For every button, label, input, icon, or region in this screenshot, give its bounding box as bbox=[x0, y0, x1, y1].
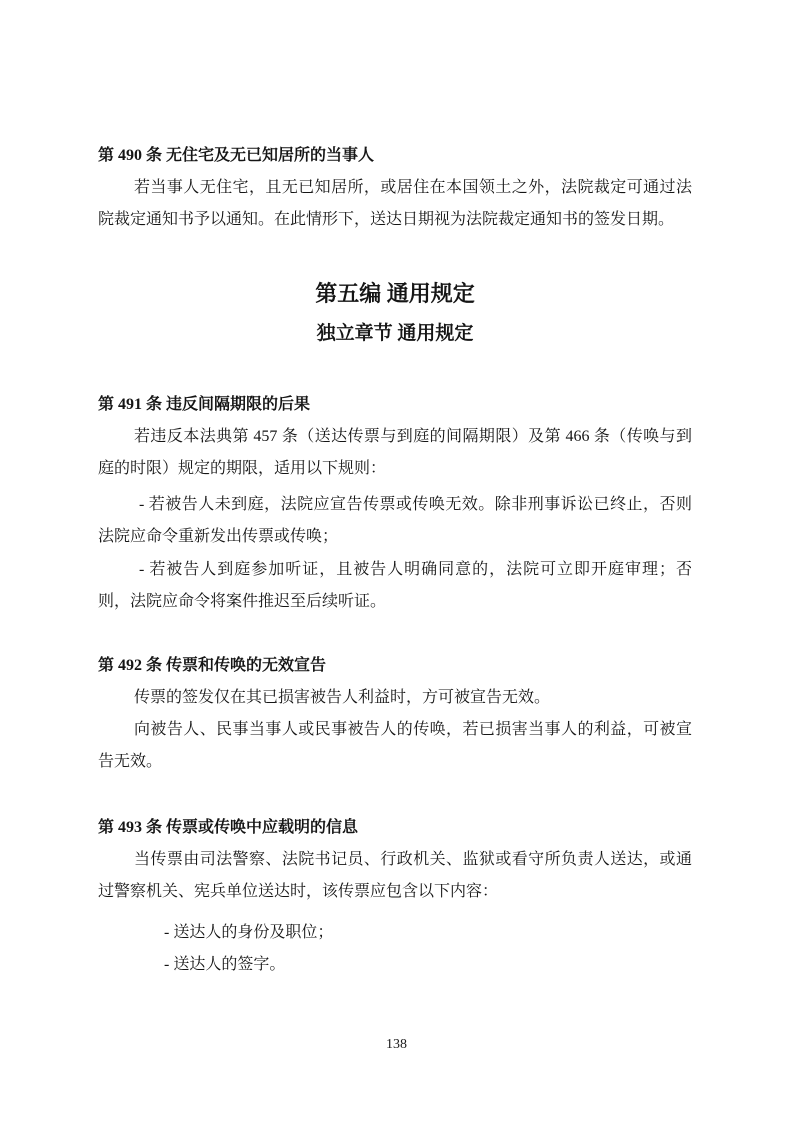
article-491-bullet-2: - 若被告人到庭参加听证，且被告人明确同意的，法院可立即开庭审理；否则，法院应命令将案件推迟至后续听证。 bbox=[98, 561, 692, 610]
chapter-heading: 独立章节 通用规定 bbox=[316, 323, 474, 344]
article-491-heading: 第 491 条 违反间隔期限的后果 bbox=[98, 396, 311, 413]
article-491-bullet-1: - 若被告人未到庭，法院应宣告传票或传唤无效。除非刑事诉讼已终止，否则法院应命令重新发出传票或传唤； bbox=[98, 496, 692, 545]
article-491-intro: 若违反本法典第 457 条（送达传票与到庭的间隔期限）及第 466 条（传唤与到庭的时限）规定的期限，适用以下规则： bbox=[98, 428, 692, 477]
article-492-paragraph-1: 传票的签发仅在其已损害被告人利益时，方可被宣告无效。 bbox=[134, 689, 551, 706]
article-493-bullet-1: - 送达人的身份及职位； bbox=[164, 924, 334, 941]
article-493-bullet-2: - 送达人的签字。 bbox=[164, 956, 286, 973]
article-493-heading: 第 493 条 传票或传唤中应载明的信息 bbox=[98, 819, 359, 836]
article-492-heading: 第 492 条 传票和传唤的无效宣告 bbox=[98, 657, 327, 674]
part-5-heading: 第五编 通用规定 bbox=[315, 281, 475, 306]
page-number: 138 bbox=[386, 1037, 407, 1052]
article-490-paragraph: 若当事人无住宅，且无已知居所，或居住在本国领土之外，法院裁定可通过法院裁定通知书予以通知。在此情形下，送达日期视为法院裁定通知书的签发日期。 bbox=[98, 179, 692, 228]
article-490-heading: 第 490 条 无住宅及无已知居所的当事人 bbox=[98, 147, 375, 164]
article-492-paragraph-2: 向被告人、民事当事人或民事被告人的传唤，若已损害当事人的利益，可被宣告无效。 bbox=[98, 721, 692, 770]
article-493-intro: 当传票由司法警察、法院书记员、行政机关、监狱或看守所负责人送达，或通过警察机关、宪兵单位送达时，该传票应包含以下内容： bbox=[98, 851, 692, 900]
